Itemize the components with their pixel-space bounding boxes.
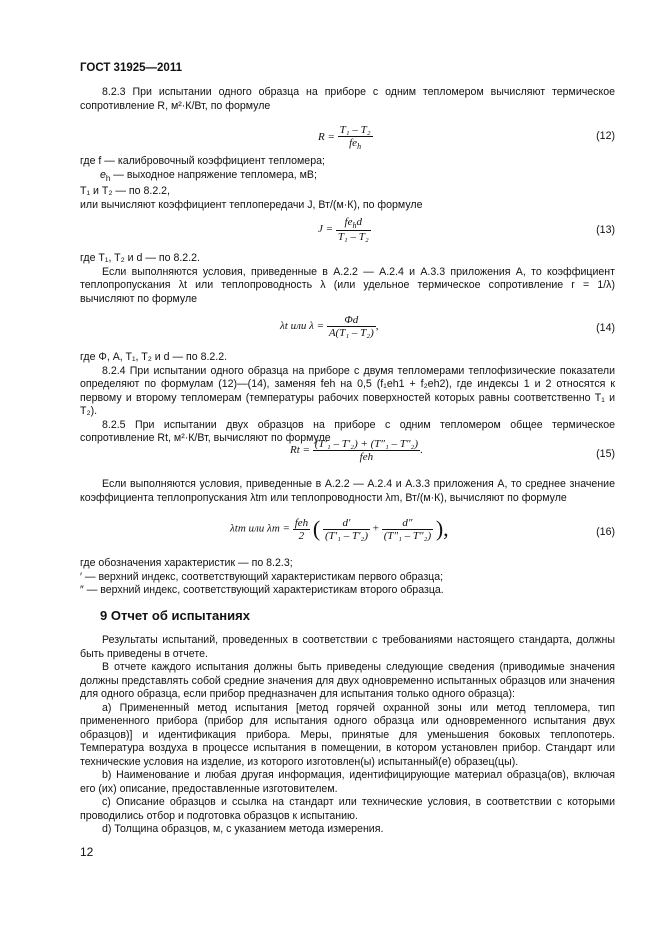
- formula-number: (14): [596, 322, 615, 334]
- formula-13: J = $\frac{fe_hd}{\text{T₁ – T₂}}$ (13): [318, 216, 615, 244]
- fraction: $\frac{\text{T₁ – T₂}}{fe_h}$: [339, 124, 371, 152]
- fraction: $\frac{d'}{\text{(T′₁ – T′₂)}}$: [324, 516, 369, 542]
- formula-14: λt или λ = $\frac{\Phi d}{\text{A(T₁ – T₂)}}$ , (14): [280, 314, 615, 339]
- fraction: $\frac{\text{(T′₁ – T′₂) + (T″₁ – T″₂)}}{\text{feh}}$: [314, 438, 419, 463]
- fraction: $\frac{\Phi d}{\text{A(T₁ – T₂)}}$: [328, 314, 374, 339]
- formula-12: R = $\frac{\text{T₁ – T₂}}{fe_h}$ (12): [318, 124, 615, 152]
- where-block-1: где f — калибровочный коэффициент тепломера; $e_h$ — выходное напряжение тепломера, мВ; T₁ и T₂ — по 8.2.2, или вычисляют коэффициент теплопередачи J, Вт/(м·К), по формуле: [80, 155, 423, 211]
- formula-number: (13): [596, 224, 615, 236]
- formula-15: Rt = $\frac{\text{(T′₁ – T′₂) + (T″₁ – T″₂)}}{\text{feh}}$ . (15): [290, 438, 615, 463]
- page-number: 12: [80, 845, 94, 859]
- fraction: $\frac{\text{feh}}{2}$: [294, 516, 309, 542]
- formula-number: (16): [596, 526, 615, 538]
- formula-number: (15): [596, 448, 615, 460]
- formula-number: (12): [596, 130, 615, 142]
- paragraph-group-2: где T₁, T₂ и d — по 8.2.2. Если выполняются условия, приведенные в А.2.2 — А.2.4 и А.3.3 приложения А, то коэффициент теплопропускания λt или теплопроводность λ (или удельное термическое сопротивление r = 1/λ) вычисляют по формуле: [80, 252, 615, 305]
- document-header: ГОСТ 31925—2011: [80, 62, 182, 74]
- section-9-body: Результаты испытаний, проведенных в соответствии с требованиями настоящего стандарта, должны быть приведены в отчете. В отчете каждого испытания должны быть приведены следующие сведения (приводимые значения должны представлять собой средние значения для двух одновременно испытанных образцов или значения для одного образца, если прибор предназначен для испытания только одного образца): а) Примененный метод испытания [метод горячей охранной зоны или метод тепломера, тип примененного прибора (прибор для испытания одного образца или одновременного испытания двух образцов)] и идентификация прибора. Меры, принятые для уменьшения боковых теплопотерь. Температура воздуха в процессе испытания в помещении, в котором установлен прибор. Стандарт или технические условия на изделие, из которого изготовлен(ы) испытанный(е) образец(цы). b) Наименование и любая другая информация, идентифицирующие материал образца(ов), включая его (их) описание, предоставленные изготовителем. с) Описание образцов и ссылка на стандарт или технические условия, в соответствии с которыми проводились отбор и подготовка образцов к испытанию. d) Толщина образцов, м, с указанием метода измерения.: [80, 634, 615, 835]
- paragraph-group-4: Если выполняются условия, приведенные в А.2.2 — А.2.4 и А.3.3 приложения А, то среднее значение коэффициента теплопропускания λtm или теплопроводности λm, Вт/(м·К), вычисляют по формуле: [80, 478, 615, 504]
- where-block-2: где обозначения характеристик — по 8.2.3; ′ — верхний индекс, соответствующий характеристикам первого образца; ″ — верхний индекс, соответствующий характеристикам второго образца.: [80, 557, 444, 596]
- section-title: 9 Отчет об испытаниях: [100, 608, 250, 623]
- fraction: $\frac{fe_hd}{\text{T₁ – T₂}}$: [337, 216, 369, 244]
- fraction: $\frac{d''}{\text{(T″₁ – T″₂)}}$: [383, 516, 432, 542]
- paragraph-8-2-3: 8.2.3 При испытании одного образца на приборе с одним тепломером вычисляют термическое сопротивление R, м²·К/Вт, по формуле: [80, 86, 615, 112]
- formula-16: λtm или λm = $\frac{\text{feh}}{2}$ ( $\frac{d'}{\text{(T′₁ – T′₂)}}$ + $\frac{d''}{\text{(T″₁ – T″₂)}}$ ), (16): [230, 516, 615, 542]
- paragraph-group-3: где Φ, A, T₁, T₂ и d — по 8.2.2. 8.2.4 При испытании одного образца на приборе с двумя тепломерами теплофизические показатели определяют по формулам (12)—(14), заменяя feh на 0,5 (f₁eh1 + f₂eh2), где индексы 1 и 2 относятся к первому и второму тепломерам (температуры рабочих поверхностей которых равны соответственно T₁ и T₂). 8.2.5 При испытании двух образцов на приборе с одним тепломером общее термическое сопротивление Rt, м²·К/Вт, вычисляют по формуле: [80, 351, 615, 444]
